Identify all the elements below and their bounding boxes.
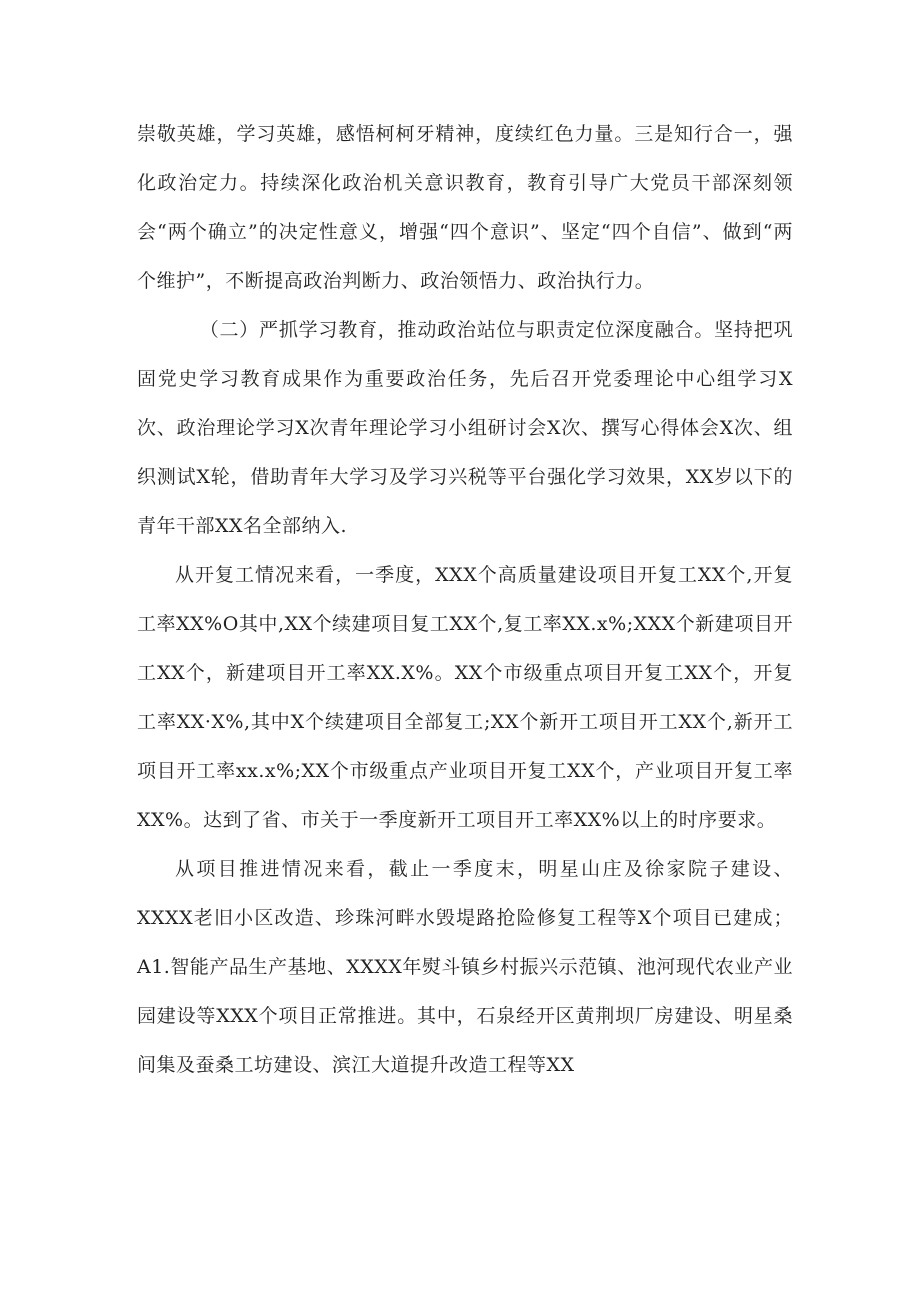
paragraph-section-two: （二）严抓学习教育，推动政治站位与职责定位深度融合。坚持把巩固党史学习教育成果作为重要政治任务，先后召开党委理论中心组学习X次、政治理论学习X次青年理论学习小组研讨会X次、撰写心得体会X次、组织测试X轮，借助青年大学习及学习兴税等平台强化学习效果，XX岁以下的青年干部XX名全部纳入. [137,319,793,537]
paragraph-continuation: 崇敬英雄，学习英雄，感悟柯柯牙精神，度续红色力量。三是知行合一，强化政治定力。持续深化政治机关意识教育，教育引导广大党员干部深刻领会“两个确立”的决定性意义，增强“四个意识”、坚定“四个自信”、做到“两个维护”，不断提高政治判断力、政治领悟力、政治执行力。 [137,123,793,292]
paragraph-resumption: 从开复工情况来看，一季度，XXX个高质量建设项目开复工XX个,开复工率XX%O其中,XX个续建项目复工XX个,复工率XX.x%;XXX个新建项目开工XX个，新建项目开工率XX.X%。XX个市级重点项目开复工XX个，开复工率XX·X%,其中X个续建项目全部复工;XX个新开工项目开工XX个,新开工项目开工率xx.x%;XX个市级重点产业项目开复工XX个，产业项目开复工率XX%。达到了省、市关于一季度新开工项目开工率XX%以上的时序要求。 [137,564,793,831]
paragraph-project-progress: 从项目推进情况来看，截止一季度末，明星山庄及徐家院子建设、XXXX老旧小区改造、珍珠河畔水毁堤路抢险修复工程等X个项目已建成；A1.智能产品生产基地、XXXX年熨斗镇乡村振兴示范镇、池河现代农业产业园建设等XXX个项目正常推进。其中，石泉经开区黄荆坝厂房建设、明星桑间集及蚕桑工坊建设、滨江大道提升改造工程等XX [137,858,793,1076]
document-body [137,110,793,1090]
